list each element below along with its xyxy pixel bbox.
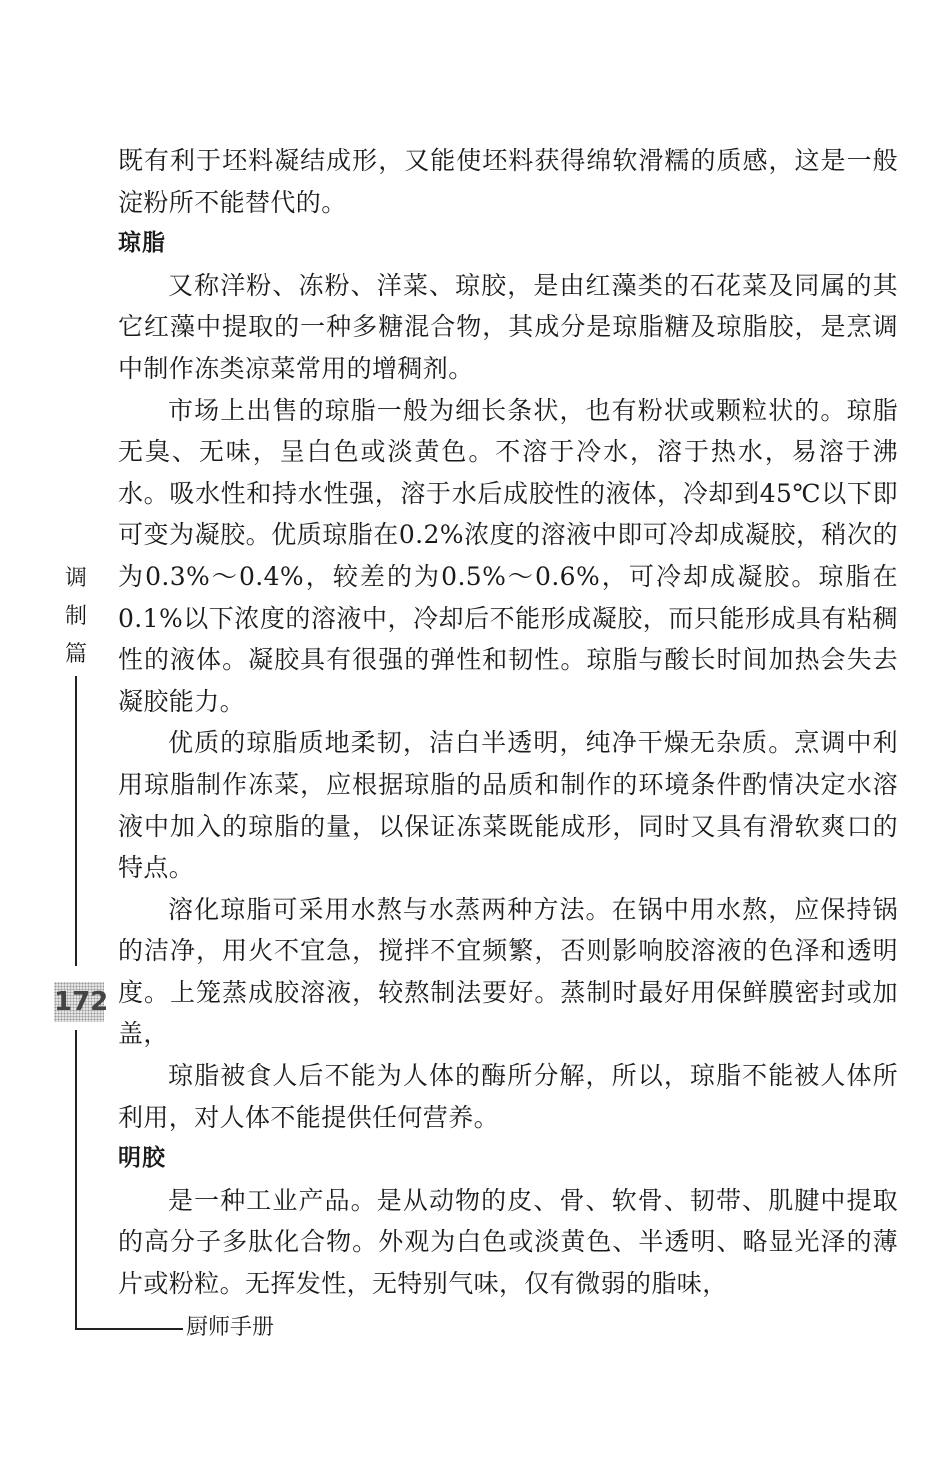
- chapter-side-label-char: 制: [64, 604, 87, 629]
- agar-paragraph-quality: 优质的琼脂质地柔韧，洁白半透明，纯净干燥无杂质。烹调中利用琼脂制作冻菜，应根据琼脂的品质和制作的环境条件酌情决定水溶液中加入的琼脂的量，以保证冻菜既能成形，同时又具有滑软爽口的特点。: [118, 728, 898, 883]
- chapter-side-label: [60, 560, 92, 674]
- agar-heading: 琼脂: [118, 230, 166, 257]
- gelatin-paragraph-definition: 是一种工业产品。是从动物的皮、骨、软骨、韧带、肌腱中提取的高分子多肽化合物。外观为白色或淡黄色、半透明、略显光泽的薄片或粉粒。无挥发性，无特别气味，仅有微弱的脂味，: [118, 1185, 898, 1299]
- page-body: [118, 140, 898, 1305]
- agar-paragraph-properties: 市场上出售的琼脂一般为细长条状，也有粉状或颗粒状的。琼脂无臭、无味，呈白色或淡黄色。不溶于冷水，溶于热水，易溶于沸水。吸水性和持水性强，溶于水后成胶性的液体，冷却到45℃以下即可变为凝胶。优质琼脂在0.2%浓度的溶液中即可冷却成凝胶，稍次的为0.3%～0.4%，较差的为0.5%～0.6%，可冷却成凝胶。琼脂在0.1%以下浓度的溶液中，冷却后不能形成凝胶，而只能形成具有粘稠性的液体。凝胶具有很强的弹性和韧性。琼脂与酸长时间加热会失去凝胶能力。: [118, 395, 898, 716]
- page-number: 172: [54, 982, 104, 1022]
- gelatin-heading: 明胶: [118, 1145, 166, 1172]
- margin-rule-upper: [75, 676, 77, 966]
- chapter-side-label-char: 篇: [64, 642, 87, 667]
- intro-continuation-paragraph: 既有利于坯料凝结成形，又能使坯料获得绵软滑糯的质感，这是一般淀粉所不能替代的。: [118, 146, 898, 217]
- agar-paragraph-definition: 又称洋粉、冻粉、洋菜、琼胶，是由红藻类的石花菜及同属的其它红藻中提取的一种多糖混合物，其成分是琼脂糖及琼脂胶，是烹调中制作冻类凉菜常用的增稠剂。: [118, 270, 898, 383]
- margin-rule-lower: [75, 1030, 77, 1330]
- agar-paragraph-nutrition: 琼脂被食人后不能为人体的酶所分解，所以，琼脂不能被人体所利用，对人体不能提供任何营养。: [118, 1061, 898, 1132]
- agar-paragraph-dissolving: 溶化琼脂可采用水熬与水蒸两种方法。在锅中用水熬，应保持锅的洁净，用火不宜急，搅拌不宜频繁，否则影响胶溶液的色泽和透明度。上笼蒸成胶溶液，较熬制法要好。蒸制时最好用保鲜膜密封或加盖，: [118, 894, 898, 1049]
- footer-rule: [75, 1328, 183, 1330]
- footer-book-title: 厨师手册: [186, 1315, 275, 1340]
- chapter-side-label-char: 调: [64, 566, 87, 591]
